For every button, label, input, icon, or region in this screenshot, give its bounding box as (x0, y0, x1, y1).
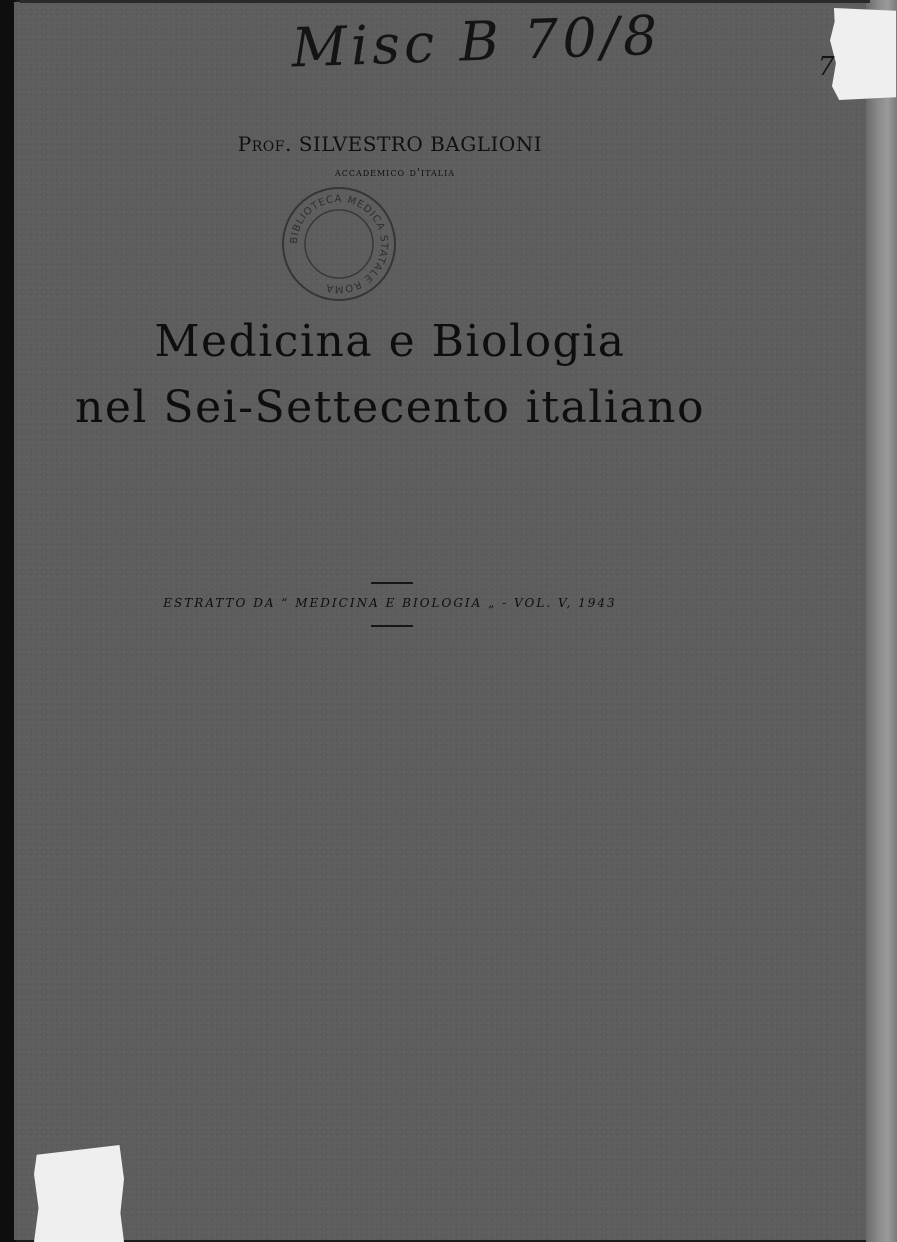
author-prefix: Prof. (237, 132, 292, 156)
booklet-cover (14, 2, 872, 1240)
corner-mark: 7 (818, 52, 835, 82)
divider-rule-bottom (371, 625, 413, 627)
author-line (0, 132, 780, 156)
cover-right-edge (866, 0, 897, 1242)
extract-note: ESTRATTO DA “ MEDICINA E BIOLOGIA „ - VOL. V, 1943 (163, 596, 617, 610)
title-line-1: Medicina e Biologia (154, 316, 626, 367)
stamp-text: BIBLIOTECA MEDICA STATALE ROMA (288, 193, 390, 295)
title-line-2: nel Sei-Settecento italiano (74, 382, 705, 433)
svg-text:BIBLIOTECA MEDICA STATALE ROMA (289, 194, 389, 294)
author-affiliation: accademico d'italia (334, 166, 456, 179)
cover-top-edge (20, 0, 870, 3)
author-name: SILVESTRO BAGLIONI (298, 132, 543, 156)
library-stamp (279, 184, 399, 304)
library-label-bottom (34, 1145, 124, 1242)
library-label-top (830, 8, 896, 100)
handwritten-shelfmark: Misc B 70/8 (290, 3, 663, 80)
divider-rule-top (371, 582, 413, 584)
